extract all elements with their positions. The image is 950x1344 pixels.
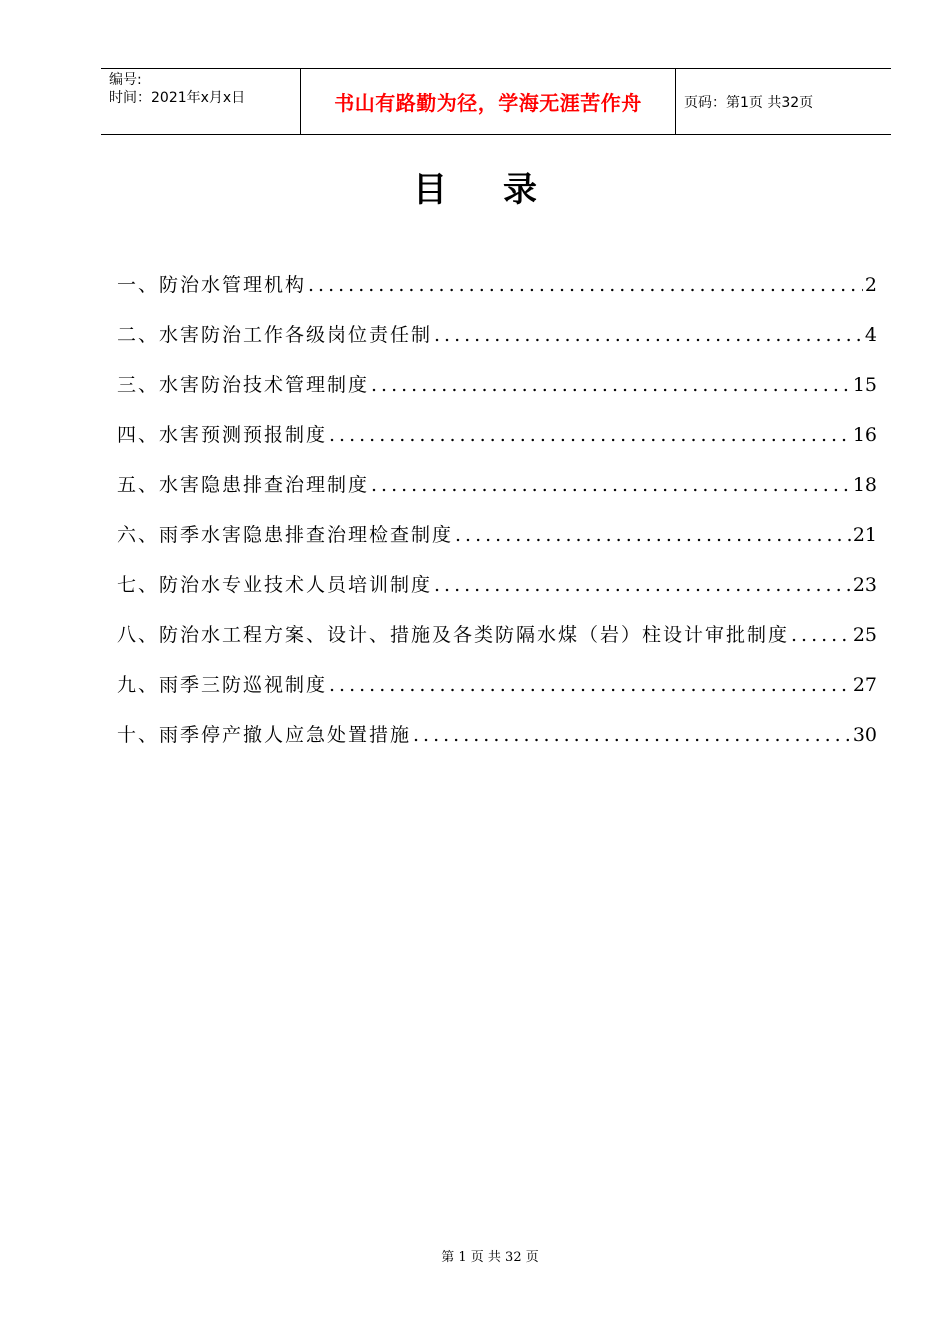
toc-entry-page: 2 bbox=[864, 274, 877, 296]
table-of-contents bbox=[117, 270, 877, 770]
toc-entry[interactable] bbox=[117, 720, 877, 770]
toc-entry-text: 七、防治水专业技术人员培训制度 bbox=[117, 574, 433, 596]
toc-entry-text: 六、雨季水害隐患排查治理检查制度 bbox=[117, 524, 454, 546]
page-title: 目录 bbox=[413, 170, 593, 210]
header-page-count: 页码：第1页 共32页 bbox=[684, 94, 814, 111]
toc-entry[interactable] bbox=[117, 670, 877, 720]
toc-entry-page: 25 bbox=[852, 624, 877, 646]
toc-entry-page: 23 bbox=[852, 574, 877, 596]
header-time: 时间：2021年x月x日 bbox=[109, 90, 246, 106]
toc-entry-page: 21 bbox=[852, 524, 877, 546]
toc-entry-page: 15 bbox=[852, 374, 877, 396]
header-meta bbox=[101, 69, 301, 134]
toc-leader-dots bbox=[371, 370, 851, 400]
page-footer: 第 1 页 共 32 页 bbox=[441, 1250, 539, 1265]
page-header bbox=[101, 68, 891, 135]
toc-entry-text: 十、雨季停产撤人应急处置措施 bbox=[117, 724, 412, 746]
toc-entry[interactable] bbox=[117, 520, 877, 570]
toc-entry-page: 16 bbox=[852, 424, 877, 446]
toc-entry-text: 九、雨季三防巡视制度 bbox=[117, 674, 328, 696]
toc-leader-dots bbox=[791, 620, 851, 650]
toc-entry[interactable] bbox=[117, 370, 877, 420]
toc-entry-text: 四、水害预测预报制度 bbox=[117, 424, 328, 446]
toc-entry-page: 30 bbox=[852, 724, 877, 746]
toc-leader-dots bbox=[329, 670, 851, 700]
toc-entry-text: 五、水害隐患排查治理制度 bbox=[117, 474, 370, 496]
toc-entry[interactable] bbox=[117, 420, 877, 470]
toc-entry[interactable] bbox=[117, 470, 877, 520]
toc-entry-page: 4 bbox=[864, 324, 877, 346]
toc-entry[interactable] bbox=[117, 270, 877, 320]
toc-leader-dots bbox=[308, 270, 863, 300]
toc-leader-dots bbox=[371, 470, 851, 500]
toc-entry-text: 二、水害防治工作各级岗位责任制 bbox=[117, 324, 433, 346]
toc-entry[interactable] bbox=[117, 570, 877, 620]
header-number: 编号: bbox=[109, 72, 142, 88]
toc-leader-dots bbox=[455, 520, 851, 550]
toc-entry-page: 27 bbox=[852, 674, 877, 696]
header-motto: 书山有路勤为径，学海无涯苦作舟 bbox=[301, 69, 676, 134]
toc-entry-text: 八、防治水工程方案、设计、措施及各类防隔水煤（岩）柱设计审批制度 bbox=[117, 624, 790, 646]
toc-leader-dots bbox=[434, 320, 863, 350]
toc-leader-dots bbox=[434, 570, 851, 600]
toc-entry[interactable] bbox=[117, 620, 877, 670]
toc-entry-text: 一、防治水管理机构 bbox=[117, 274, 307, 296]
toc-entry-page: 18 bbox=[852, 474, 877, 496]
toc-entry-text: 三、水害防治技术管理制度 bbox=[117, 374, 370, 396]
toc-entry[interactable] bbox=[117, 320, 877, 370]
toc-leader-dots bbox=[413, 720, 851, 750]
toc-leader-dots bbox=[329, 420, 851, 450]
